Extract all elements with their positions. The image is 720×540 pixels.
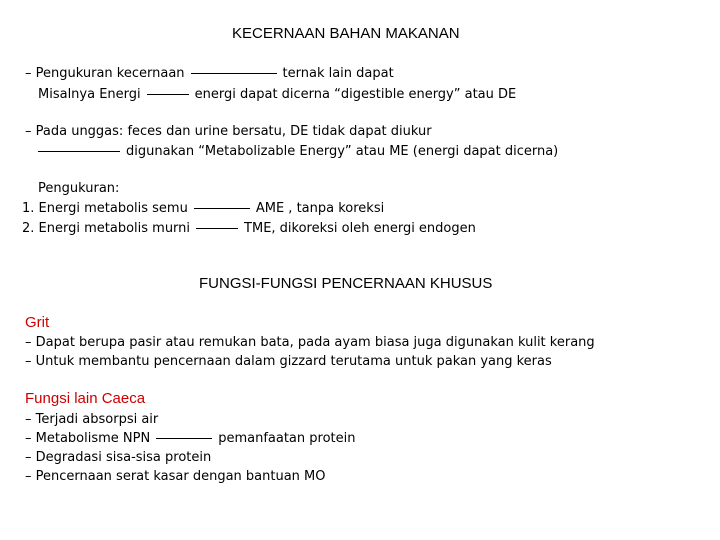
ame-text: AME , tanpa koreksi [255, 201, 385, 216]
pengukuran-kecernaan-text: – Pengukuran kecernaan [25, 66, 185, 81]
pengukuran-label: Pengukuran: [38, 181, 120, 196]
caeca-item-degradasi: – Degradasi sisa-sisa protein [25, 450, 212, 465]
metabolizable-energy-text: digunakan “Metabolizable Energy” atau ME (energi dapat dicerna) [126, 144, 559, 159]
grit-item: – Dapat berupa pasir atau remukan bata, pada ayam biasa juga digunakan kulit kerang [25, 335, 595, 350]
section-title-fungsi: FUNGSI-FUNGSI PENCERNAAN KHUSUS [199, 275, 493, 292]
energi-metabolis-murni-text: 2. Energi metabolis murni [22, 221, 191, 236]
connector-line [191, 73, 277, 74]
connector-line [196, 228, 238, 229]
misalnya-energi-text: Misalnya Energi [38, 87, 141, 102]
energi-metabolis-semu-text: 1. Energi metabolis semu [22, 201, 188, 216]
misalnya-energi-line [38, 85, 516, 105]
caeca-item-absorpsi: – Terjadi absorpsi air [25, 412, 159, 427]
metabolisme-npn-text: – Metabolisme NPN [25, 431, 151, 446]
pemanfaatan-protein-text: pemanfaatan protein [218, 431, 356, 446]
digestible-energy-text: energi dapat dicerna “digestible energy” atau DE [194, 87, 517, 102]
pengukuran-kecernaan-line [25, 64, 394, 84]
grit-heading: Grit [25, 314, 50, 331]
unggas-line: – Pada unggas: feces dan urine bersatu, DE tidak dapat diukur [25, 124, 432, 139]
caeca-item-serat: – Pencernaan serat kasar dengan bantuan MO [25, 469, 326, 484]
ternak-lain-text: ternak lain dapat [282, 66, 394, 81]
connector-line [194, 208, 250, 209]
energi-metabolis-semu-line [22, 199, 384, 219]
grit-item: – Untuk membantu pencernaan dalam gizzard terutama untuk pakan yang keras [25, 354, 552, 369]
caeca-item-npn [25, 429, 355, 449]
connector-line [147, 94, 189, 95]
connector-line [156, 438, 212, 439]
page-title: KECERNAAN BAHAN MAKANAN [232, 25, 460, 42]
connector-line [38, 151, 120, 152]
energi-metabolis-murni-line [22, 219, 476, 239]
metabolizable-energy-line [38, 142, 558, 162]
caeca-heading: Fungsi lain Caeca [25, 390, 146, 407]
tme-text: TME, dikoreksi oleh energi endogen [244, 221, 476, 236]
